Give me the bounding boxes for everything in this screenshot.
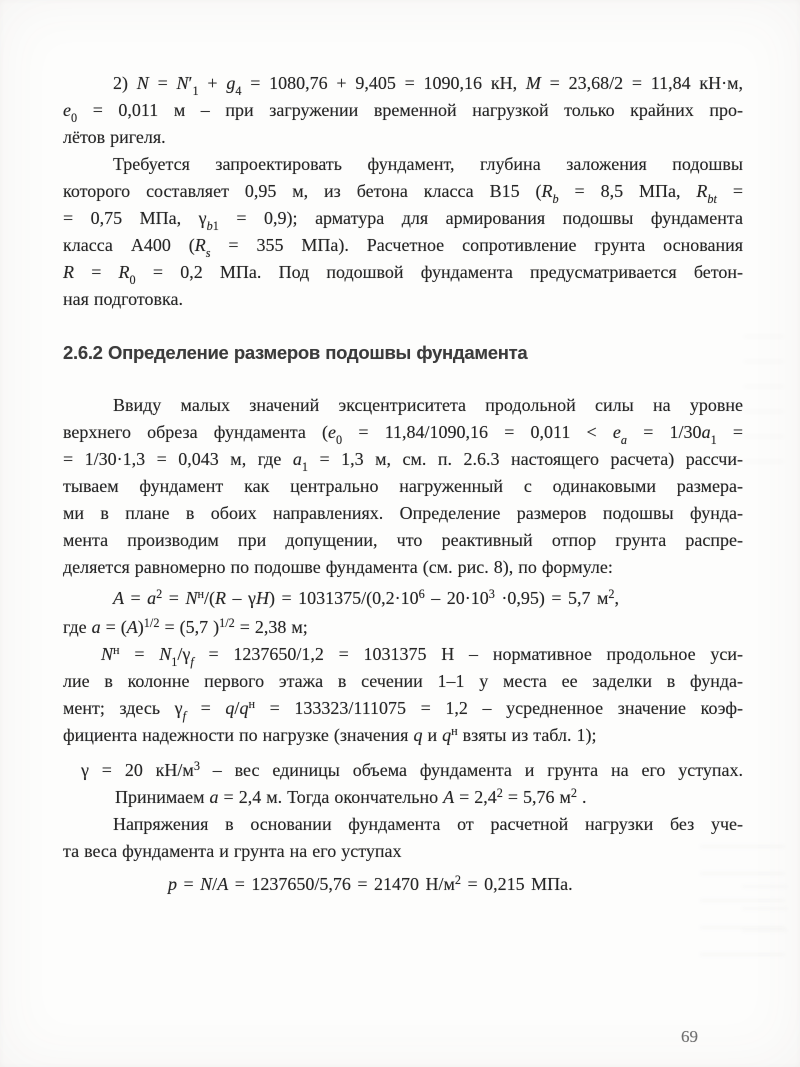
pressure-formula: p = N/A = 1237650/5,76 = 21470 $Н/м^2 = 0,215$ МПа. [168, 872, 573, 894]
text-line: = 0,75 МПа, $\gamma_{b1} = 0,9$); арматура для армирования подошвы фундамента [63, 208, 743, 234]
text-line: = 1/30·1,3 = 0,043 м, где $a_1 = 1,3$ м, см. п. 2.6.3 настоящего расчета) рассчи- [63, 449, 743, 475]
text-line: которого составляет 0,95 м, из бетона класса В15 ($R_b = 8,5$ МПа, $R_{bt}$ = [63, 181, 743, 207]
section-heading: 2.6.2 Определение размеров подошвы фундамента [63, 342, 528, 363]
text-line: тываем фундамент как центрально нагруженный с одинаковыми размера- [63, 476, 743, 496]
text-line: класса А400 ($R_s = 355$ МПа). Расчетное сопротивление грунта основания [63, 235, 744, 261]
text-line: γ = 20 $кН/м^3$ – вес единицы объема фундамента и грунта на его уступах. [81, 758, 743, 780]
task-paragraph-line: Требуется запроектировать фундамент, глубина заложения подошвы [113, 154, 743, 174]
text-line: $N^н = N_1/\gamma_f = 1237650/1,2 = 1031375$ Н – нормативное продольное уси- [101, 642, 743, 670]
text-line: лётов ригеля. [63, 127, 166, 147]
text-line: лие в колонне первого этажа в сечении 1–1 у места ее заделки в фунда- [63, 671, 743, 691]
calc-case-2-line: 2) $N = N'_1 + g_4 = 1080,76 + 9,405 = 1090,16$ кН, M = 23,68/2 = 11,84 кН·м, [113, 73, 744, 99]
text-line: $R = R_0 = 0,2$ МПа. Под подошвой фундамента предусматривается бетон- [63, 262, 744, 288]
body-paragraph-line: Ввиду малых значений эксцентриситета продольной силы на уровне [113, 395, 743, 415]
text-line: та веса фундамента и грунта на его уступах [63, 841, 402, 861]
text-line: Принимаем a = 2,4 м. Тогда окончательно $A = 2,4^2 = 5,76$ $м^2$ . [115, 785, 587, 807]
bleed-through-mark [744, 335, 784, 465]
page-text [63, 70, 743, 898]
text-line: мент; здесь $\gamma_f = q/q^н = 133323/111075 = 1,2$ – усредненное значение коэф- [63, 696, 743, 724]
text-line: верхнего обреза фундамента ($e_0 = 11,84/1090,16 = 0,011 < e_a = 1/30a_1$ = [63, 422, 744, 448]
area-formula: $A = a^2 = N^н/(R - \gamma H) = 1031375/(0,2\cdot 10^6 - 20\cdot 10^3 \cdot 0,95) = 5,7$ $м^2$, [113, 586, 620, 608]
text-line: ми в плане в обоих направлениях. Определение размеров подошвы фунда- [63, 503, 743, 523]
page-number: 69 [681, 1027, 698, 1046]
text-line: $e_0 = 0,011$ м – при загружении временной нагрузкой только крайних про- [63, 100, 743, 126]
text-line: фициента надежности по нагрузке (значения q и $q^н$ взяты из табл. 1); [63, 723, 597, 745]
text-line: ная подготовка. [63, 289, 183, 309]
bleed-through-mark [742, 885, 787, 945]
text-line: Напряжения в основании фундамента от расчетной нагрузки без уче- [113, 814, 743, 834]
text-line: где $a = (A)^{1/2} = (5,7$ )$^{1/2}$ = 2,38 м; [63, 615, 308, 637]
text-line: мента производим при допущении, что реактивный отпор грунта распре- [63, 530, 743, 550]
text-line: деляется равномерно по подошве фундамента (см. рис. 8), по формуле: [63, 557, 613, 577]
